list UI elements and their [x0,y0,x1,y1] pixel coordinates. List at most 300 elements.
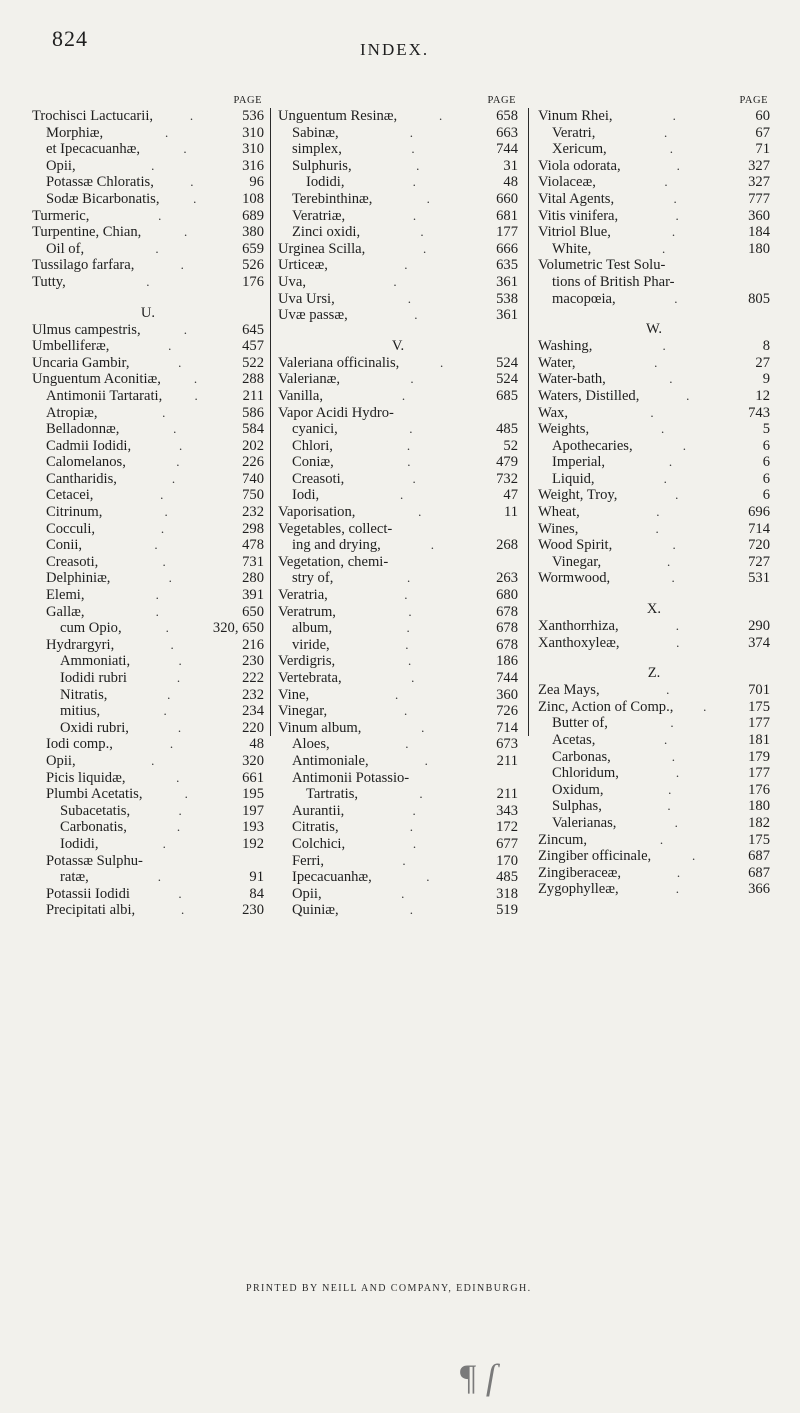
index-entry [32,753,264,770]
entry-page-number: 52 [503,437,518,454]
entry-page-number: 48 [503,174,518,191]
leader-dot: . [411,670,415,685]
entry-page-number: 288 [242,371,264,388]
index-entry [32,537,264,554]
leader-dot: . [171,470,176,486]
leader-dot: . [189,108,194,123]
entry-page-number: 176 [748,781,770,798]
entry-page-number: 660 [496,190,518,207]
index-entry [32,257,264,274]
entry-page-number: 179 [748,748,770,765]
entry-page-number: 180 [748,798,770,815]
leader-dot: . [675,881,679,897]
entry-term: Iodi, [292,487,320,504]
entry-term: stry of, [292,570,334,587]
printer-imprint: PRINTED BY NEILL AND COMPANY, EDINBURGH. [246,1283,532,1294]
entry-term: Hydrargyri, [46,636,115,653]
entry-term: Picis liquidæ, [46,769,126,786]
index-entry [538,504,770,521]
entry-term: Xericum, [552,141,607,158]
leader-dot: . [157,869,162,885]
entry-page-number: 91 [249,869,264,886]
leader-dot: . [409,819,413,835]
entry-page-number: 361 [496,307,518,324]
index-entry [32,405,264,422]
entry-term: Xanthoxyleæ, [538,634,620,651]
entry-page-number: 663 [496,124,518,141]
entry-page-number: 696 [748,504,770,521]
leader-dot: . [406,620,410,636]
entry-page-number: 195 [242,786,264,803]
entry-term: Vertebrata, [278,670,342,686]
leader-dot: . [418,504,422,520]
entry-term: Wines, [538,520,579,537]
entry-term: Sulphuris, [292,157,352,174]
entry-page-number: 522 [242,354,264,371]
leader-dot: . [178,653,182,669]
entry-page-number: 750 [242,487,264,504]
index-entry [32,736,264,753]
index-entry [278,405,518,422]
section-gap [538,587,770,597]
entry-term: Veratrum, [278,603,336,620]
index-entry [278,174,518,191]
index-entry [32,191,264,208]
entry-page-number: 186 [496,653,518,670]
index-entry [278,291,518,308]
index-entry [538,241,770,258]
leader-dot: . [183,141,187,157]
index-entry [32,371,264,388]
leader-dot: . [163,703,167,719]
index-entry [538,537,770,554]
entry-term: Water, [538,354,576,371]
leader-dot: . [183,321,187,337]
index-entry [538,487,770,504]
index-entry [538,454,770,471]
entry-page-number: 48 [249,736,264,753]
entry-term: mitius, [60,703,101,720]
index-entry [538,191,770,208]
index-entry [538,158,770,175]
entry-page-number: 184 [748,224,770,241]
index-entry [278,471,518,488]
entry-term: Vitriol Blue, [538,224,611,241]
entry-page-number: 740 [242,470,264,487]
index-entry [32,274,264,291]
entry-page-number: 27 [755,354,770,371]
index-entry [32,208,264,225]
entry-term: Citrinum, [46,504,103,521]
entry-term: Sodæ Bicarbonatis, [46,190,160,207]
index-entry [538,125,770,142]
entry-term: Oxidum, [552,781,604,798]
leader-dot: . [169,736,174,752]
index-entry [538,141,770,158]
leader-dot: . [669,371,673,387]
entry-term: Valerianas, [552,814,617,831]
entry-term: Valerianæ, [278,371,341,388]
entry-page-number: 230 [242,902,264,919]
entry-term: Antimonii Tartarati, [46,387,163,404]
index-entry [32,570,264,587]
index-entry [32,853,264,870]
leader-dot: . [407,454,411,470]
leader-dot: . [438,108,443,123]
index-entry [278,274,518,291]
entry-page-number: 343 [496,802,518,819]
index-entry [32,620,264,637]
page-column-heading: PAGE [739,95,768,106]
entry-page-number: 108 [242,190,264,207]
page-number: 824 [52,26,88,51]
entry-term: Veratri, [552,124,596,141]
entry-term: Creasoti, [292,470,345,487]
index-entry [538,108,770,125]
entry-page-number: 366 [748,881,770,898]
entry-page-number: 11 [503,504,518,521]
entry-page-number: 310 [242,124,264,141]
entry-term: Sulphas, [552,798,602,815]
entry-term: Zingiber officinale, [538,848,652,865]
entry-term: macopœia, [552,290,616,307]
section-letter: X. [646,601,662,618]
entry-page-number: 290 [748,618,770,635]
index-entry [538,749,770,766]
entry-page-number: 805 [748,290,770,307]
entry-page-number: 536 [242,108,264,124]
index-entry [538,257,770,274]
leader-dot: . [151,752,155,768]
entry-page-number: 701 [748,682,770,699]
entry-page-number: 47 [503,487,518,504]
entry-term: ing and drying, [292,537,381,554]
leader-dot: . [663,470,667,486]
index-entry [32,554,264,571]
entry-page-number: 661 [242,769,264,786]
entry-page-number: 182 [748,814,770,831]
leader-dot: . [650,404,654,420]
index-entry [538,881,770,898]
entry-term: Zinci oxidi, [292,224,361,241]
leader-dot: . [666,682,670,698]
index-entry [538,274,770,291]
entry-page-number: 96 [249,174,264,191]
entry-page-number: 268 [496,537,518,554]
entry-page-number: 732 [496,470,518,487]
leader-dot: . [162,553,166,569]
index-entry [278,703,518,720]
leader-dot: . [399,487,404,503]
leader-dot: . [403,703,408,719]
entry-page-number: 584 [242,421,264,438]
entry-page-number: 485 [496,869,518,886]
entry-term: Belladonnæ, [46,421,120,438]
entry-page-number: 211 [496,786,518,803]
leader-dot: . [412,174,416,190]
entry-page-number: 232 [242,686,264,703]
entry-term: Wax, [538,404,569,421]
entry-page-number: 6 [762,470,770,487]
entry-term: Iodidi rubri [60,670,127,686]
entry-page-number: 177 [496,224,518,241]
leader-dot: . [664,124,668,140]
entry-term: Terebinthinæ, [292,190,373,207]
entry-term: Opii, [292,885,322,902]
entry-term: Citratis, [292,819,339,836]
entry-page-number: 485 [496,421,518,438]
leader-dot: . [176,670,181,685]
index-entry [278,371,518,388]
entry-term: Iodidi, [306,174,345,191]
entry-page-number: 320 [242,752,264,769]
index-entry [32,158,264,175]
entry-page-number: 531 [748,570,770,587]
index-entry [278,141,518,158]
entry-term: Carbonatis, [60,819,127,836]
leader-dot: . [155,240,159,256]
leader-dot: . [426,190,430,206]
entry-term: Imperial, [552,454,606,471]
entry-term: Nitratis, [60,686,108,703]
section-gap [538,307,770,317]
entry-term: Oxidi rubri, [60,719,129,736]
leader-dot: . [671,224,676,240]
entry-page-number: 9 [762,371,770,388]
leader-dot: . [158,207,162,223]
entry-page-number: 731 [242,553,264,570]
index-entry [278,570,518,587]
entry-term: Water-bath, [538,371,606,388]
entry-page-number: 232 [242,504,264,521]
entry-page-number: 177 [748,715,770,732]
leader-dot: . [180,257,184,273]
entry-page-number: 193 [242,819,264,836]
leader-dot: . [412,802,416,818]
entry-term: Vegetation, chemi- [278,553,389,570]
index-entry [278,869,518,886]
entry-term: Turpentine, Chian, [32,224,142,241]
index-entry [32,819,264,836]
leader-dot: . [405,736,409,752]
leader-dot: . [420,224,424,240]
leader-dot: . [401,387,406,403]
index-entry [278,902,518,919]
entry-term: simplex, [292,141,342,158]
leader-dot: . [155,587,159,603]
leader-dot: . [662,240,666,256]
entry-term: Uva, [278,273,306,290]
leader-dot: . [407,570,411,586]
index-entry [538,371,770,388]
index-entry [278,637,518,654]
leader-dot: . [190,174,194,190]
entry-page-number: 5 [762,421,770,438]
running-head: INDEX. [360,40,430,59]
index-entry [32,803,264,820]
entry-term: Waters, Distilled, [538,387,640,404]
entry-term: Calomelanos, [46,454,126,471]
index-entry [278,158,518,175]
leader-dot: . [193,371,198,387]
leader-dot: . [410,371,414,387]
index-entry [32,886,264,903]
index-entry [32,720,264,737]
index-entry [538,699,770,716]
index-entry [538,635,770,652]
index-entry [32,322,264,339]
index-entry [538,832,770,849]
entry-term: Chlori, [292,437,333,454]
entry-page-number: 361 [496,273,518,290]
entry-page-number: 666 [496,240,518,257]
index-entry [32,604,264,621]
entry-term: Morphiæ, [46,124,104,141]
entry-page-number: 6 [762,454,770,471]
entry-page-number: 318 [496,885,518,902]
entry-term: Urticeæ, [278,257,328,274]
leader-dot: . [414,307,418,323]
entry-term: Aloes, [292,736,330,753]
index-entry [32,637,264,654]
leader-dot: . [675,207,679,223]
index-entry [278,786,518,803]
leader-dot: . [178,354,182,370]
entry-page-number: 60 [755,108,770,124]
leader-dot: . [164,124,169,140]
entry-page-number: 280 [242,570,264,587]
entry-page-number: 263 [496,570,518,587]
leader-dot: . [672,537,676,553]
leader-dot: . [178,437,183,453]
leader-dot: . [691,848,696,864]
entry-page-number: 360 [748,207,770,224]
index-entry [278,257,518,274]
leader-dot: . [176,454,180,470]
entry-page-number: 586 [242,404,264,421]
entry-term: Urginea Scilla, [278,240,366,257]
index-entry [32,454,264,471]
leader-dot: . [193,190,197,206]
entry-term: viride, [292,636,330,653]
entry-page-number: 681 [496,207,518,224]
index-entry [32,338,264,355]
entry-page-number: 744 [496,670,518,686]
leader-dot: . [703,698,707,714]
entry-page-number: 391 [242,587,264,604]
entry-page-number: 714 [496,719,518,736]
leader-dot: . [407,290,411,306]
entry-term: Atropiæ, [46,404,98,421]
index-entry [538,388,770,405]
index-entry [538,521,770,538]
entry-page-number: 220 [242,719,264,736]
leader-dot: . [404,587,408,603]
entry-term: album, [292,620,333,637]
index-entry [32,471,264,488]
entry-page-number: 380 [242,224,264,241]
index-entry [278,388,518,405]
entry-term: Ferri, [292,852,325,869]
entry-page-number: 6 [762,437,770,454]
entry-page-number: 211 [496,752,518,769]
entry-page-number: 175 [748,831,770,848]
index-entry [538,782,770,799]
leader-dot: . [411,141,415,157]
entry-term: Opii, [46,752,76,769]
entry-term: Xanthorrhiza, [538,618,619,635]
index-entry [32,836,264,853]
index-entry [32,504,264,521]
entry-page-number: 726 [496,703,518,720]
index-entry [32,438,264,455]
leader-dot: . [409,124,413,140]
leader-dot: . [676,864,681,880]
leader-dot: . [162,404,166,420]
leader-dot: . [673,190,677,206]
index-entry [538,798,770,815]
entry-page-number: 177 [748,765,770,782]
entry-term: Vine, [278,686,310,703]
entry-term: Vinum Rhei, [538,108,613,124]
entry-term: Volumetric Test Solu- [538,257,666,274]
leader-dot: . [674,290,678,306]
entry-term: Potassii Iodidi [46,885,130,902]
entry-page-number: 524 [496,371,518,388]
entry-page-number: 202 [242,437,264,454]
entry-page-number: 320, 650 [212,620,264,637]
entry-page-number: 298 [242,520,264,537]
entry-term: Vegetables, collect- [278,520,393,537]
section-letter: W. [645,321,663,338]
index-entry [538,405,770,422]
entry-page-number: 538 [496,290,518,307]
leader-dot: . [654,354,658,370]
leader-dot: . [160,487,164,503]
index-entry [538,291,770,308]
index-entry [32,388,264,405]
index-entry [278,421,518,438]
leader-dot: . [662,338,666,354]
leader-dot: . [184,224,188,240]
index-entry [32,224,264,241]
index-entry [32,108,264,125]
index-entry [538,715,770,732]
entry-term: Zincum, [538,831,588,848]
index-entry [32,869,264,886]
entry-term: et Ipecacuanhæ, [46,141,140,158]
entry-term: Vapor Acidi Hydro- [278,404,394,421]
entry-term: Ammoniati, [60,653,131,670]
index-entry [538,765,770,782]
index-entry [278,886,518,903]
entry-term: Oil of, [46,240,85,257]
leader-dot: . [407,653,412,669]
index-entry [278,191,518,208]
index-entry [538,471,770,488]
entry-term: Cantharidis, [46,470,117,487]
index-entry [538,174,770,191]
entry-page-number: 360 [496,686,518,703]
entry-term: Elemi, [46,587,85,604]
index-entry [538,224,770,241]
entry-page-number: 67 [755,124,770,141]
index-entry [278,670,518,687]
leader-dot: . [180,902,185,918]
leader-dot: . [178,802,182,818]
entry-term: Veratria, [278,587,328,604]
entry-term: Vinegar, [552,553,602,570]
